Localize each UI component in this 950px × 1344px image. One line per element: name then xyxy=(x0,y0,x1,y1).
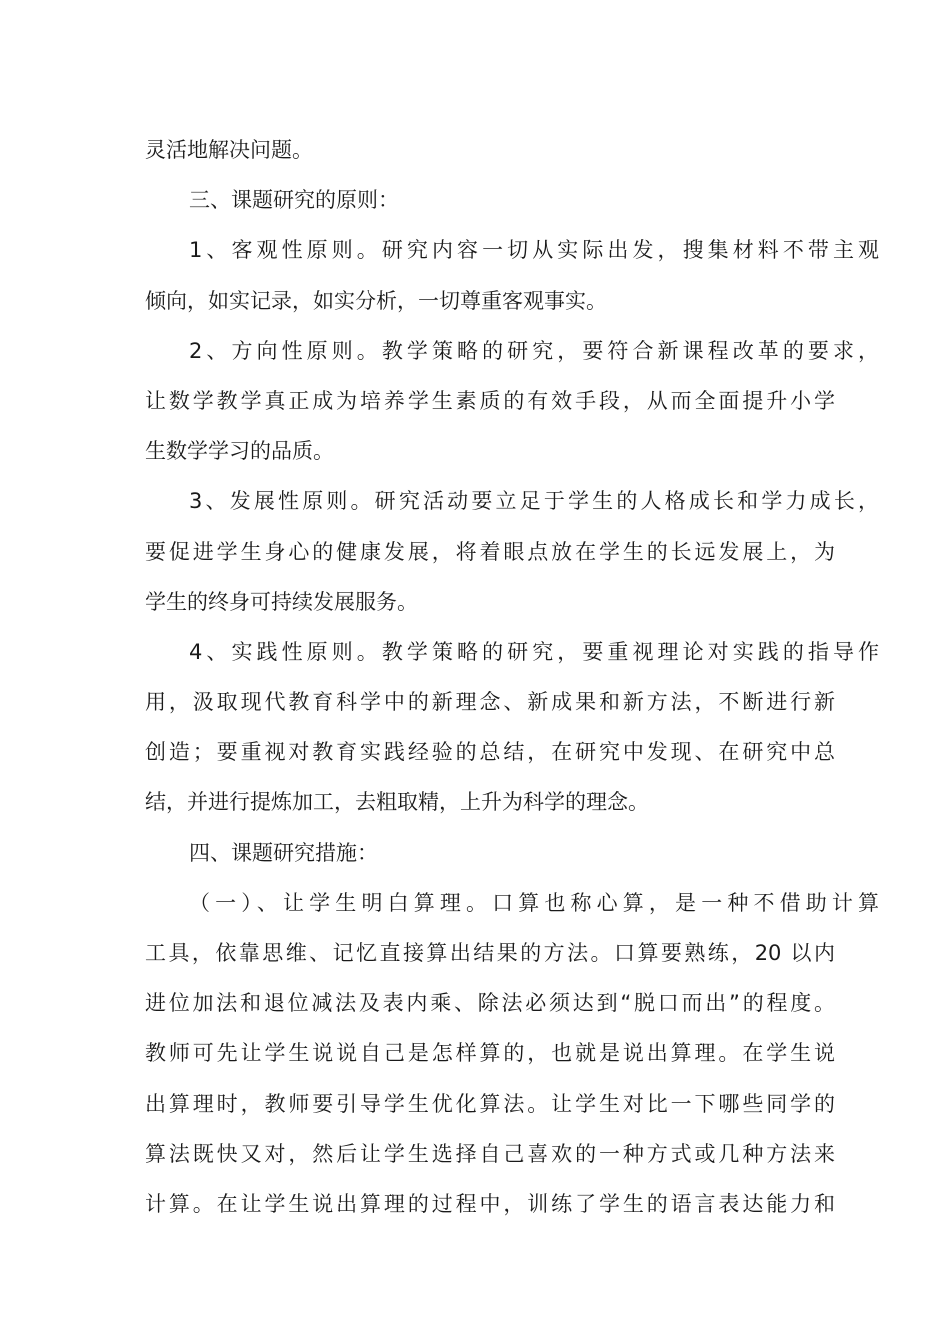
text-line: 计算。在让学生说出算理的过程中，训练了学生的语言表达能力和 xyxy=(145,1191,835,1216)
text-line: 学生的终身可持续发展服务。 xyxy=(145,589,418,614)
text-line: 工具，依靠思维、记忆直接算出结果的方法。口算要熟练，20 以内 xyxy=(145,941,835,965)
section-heading: 三、课题研究的原则： xyxy=(189,188,399,213)
text-line: 要促进学生身心的健康发展，将着眼点放在学生的长远发展上，为 xyxy=(145,539,835,564)
section-heading: 四、课题研究措施： xyxy=(189,840,378,865)
text-line: 创造；要重视对教育实践经验的总结，在研究中发现、在研究中总 xyxy=(145,740,835,765)
text-line: 4、实践性原则。教学策略的研究，要重视理论对实践的指导作 xyxy=(189,639,879,664)
text-line: 灵活地解决问题。 xyxy=(145,138,313,162)
text-line: 让数学教学真正成为培养学生素质的有效手段，从而全面提升小学 xyxy=(145,388,835,413)
text-line: 出算理时，教师要引导学生优化算法。让学生对比一下哪些同学的 xyxy=(145,1091,835,1116)
text-line: 算法既快又对，然后让学生选择自己喜欢的一种方式或几种方法来 xyxy=(145,1141,835,1166)
text-line: （一）、让学生明白算理。口算也称心算，是一种不借助计算 xyxy=(189,890,879,915)
text-line: 用，汲取现代教育科学中的新理念、新成果和新方法，不断进行新 xyxy=(145,690,835,715)
text-line: 2、方向性原则。教学策略的研究，要符合新课程改革的要求， xyxy=(189,338,879,363)
text-line: 结，并进行提炼加工，去粗取精，上升为科学的理念。 xyxy=(145,790,649,815)
text-line: 倾向，如实记录，如实分析，一切尊重客观事实。 xyxy=(145,288,607,313)
text-line: 1、客观性原则。研究内容一切从实际出发，搜集材料不带主观 xyxy=(189,238,879,263)
document-body xyxy=(145,125,879,1229)
text-line: 进位加法和退位减法及表内乘、除法必须达到“脱口而出”的程度。 xyxy=(145,991,835,1016)
text-line: 3、发展性原则。研究活动要立足于学生的人格成长和学力成长， xyxy=(189,489,879,514)
text-line: 教师可先让学生说说自己是怎样算的，也就是说出算理。在学生说 xyxy=(145,1041,835,1066)
text-line: 生数学学习的品质。 xyxy=(145,439,334,464)
